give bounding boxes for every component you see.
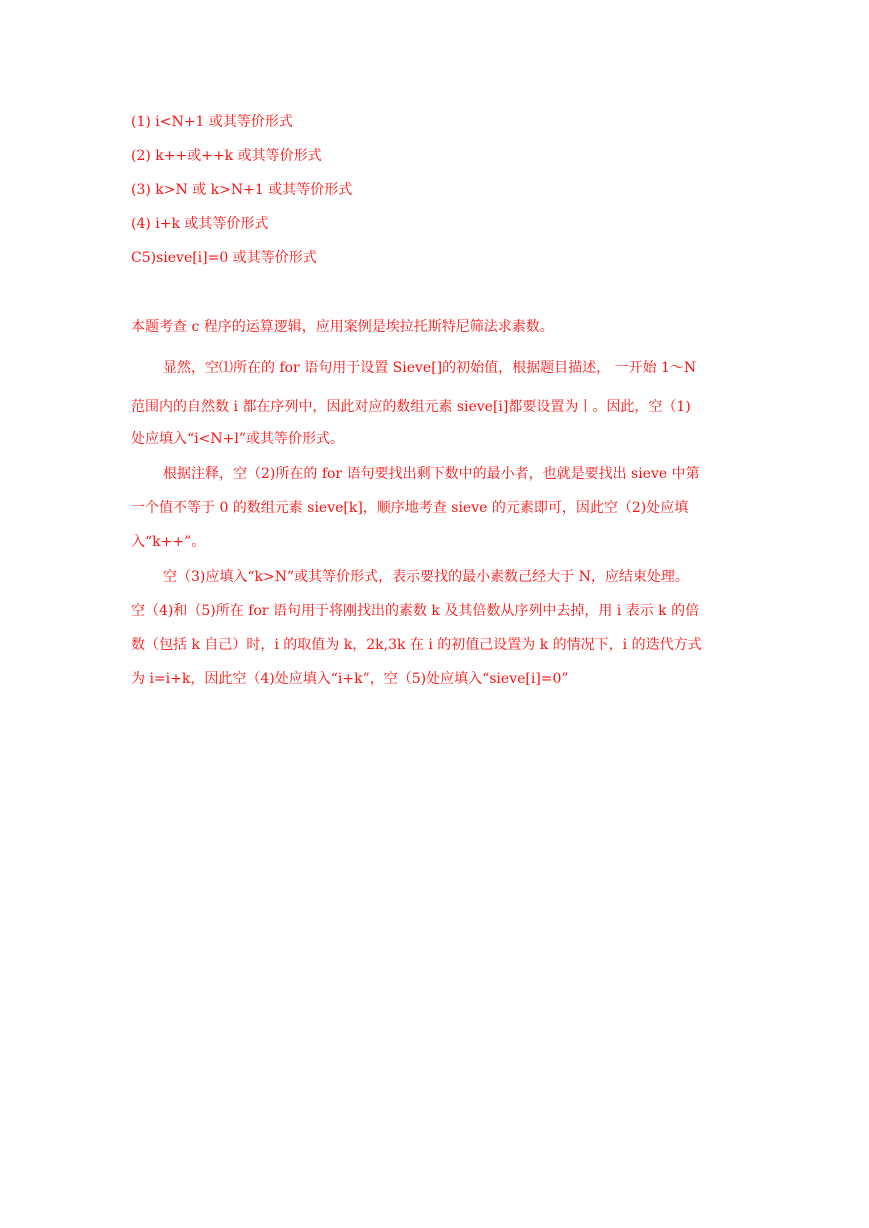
analysis-intro: 本题考查 c 程序的运算逻辑，应用案例是埃拉托斯特尼筛法求素数。: [131, 319, 554, 335]
analysis-p2-line3: 入“k++”。: [131, 534, 206, 550]
answer-2: (2) k++或++k 或其等价形式: [131, 148, 322, 164]
analysis-p3-line3: 数（包括 k 自己）时，i 的取值为 k，2k,3k 在 i 的初值己设置为 k 的情况下，i 的迭代方式: [131, 637, 702, 653]
analysis-p1-line1: 显然，空⑴所在的 for 语句用于设置 Sieve[]的初始值，根据题目描述， 一开始 1〜N: [163, 360, 697, 376]
answer-1: (1) i<N+1 或其等价形式: [131, 114, 293, 130]
analysis-p3-line1: 空（3)应填入“k>N”或其等价形式，表示要找的最小素数己经大于 N，应结束处理。: [163, 569, 689, 585]
analysis-p3-line2: 空（4)和（5)所在 for 语句用于将刚找出的素数 k 及其倍数从序列中去掉，用 i 表示 k 的倍: [131, 603, 700, 619]
answer-4: (4) i+k 或其等价形式: [131, 216, 269, 232]
analysis-p1-line2: 范围内的自然数 i 都在序列中，因此对应的数组元素 sieve[i]都要设置为丨。因此，空（1): [131, 399, 691, 415]
answer-3: (3) k>N 或 k>N+1 或其等价形式: [131, 182, 353, 198]
analysis-p1-line3: 处应填入“i<N+l”或其等价形式。: [131, 431, 344, 447]
analysis-p2-line2: 一个值不等于 0 的数组元素 sieve[k]，顺序地考查 sieve 的元素即可，因此空（2)处应填: [131, 500, 689, 516]
answer-5: C5)sieve[i]=0 或其等价形式: [131, 250, 317, 266]
analysis-p3-line4: 为 i=i+k，因此空（4)处应填入“i+k”，空（5)处应填入“sieve[i]=0”: [131, 671, 569, 687]
analysis-p2-line1: 根据注释，空（2)所在的 for 语句要找出剩下数中的最小者，也就是要找出 sieve 中第: [163, 466, 700, 482]
